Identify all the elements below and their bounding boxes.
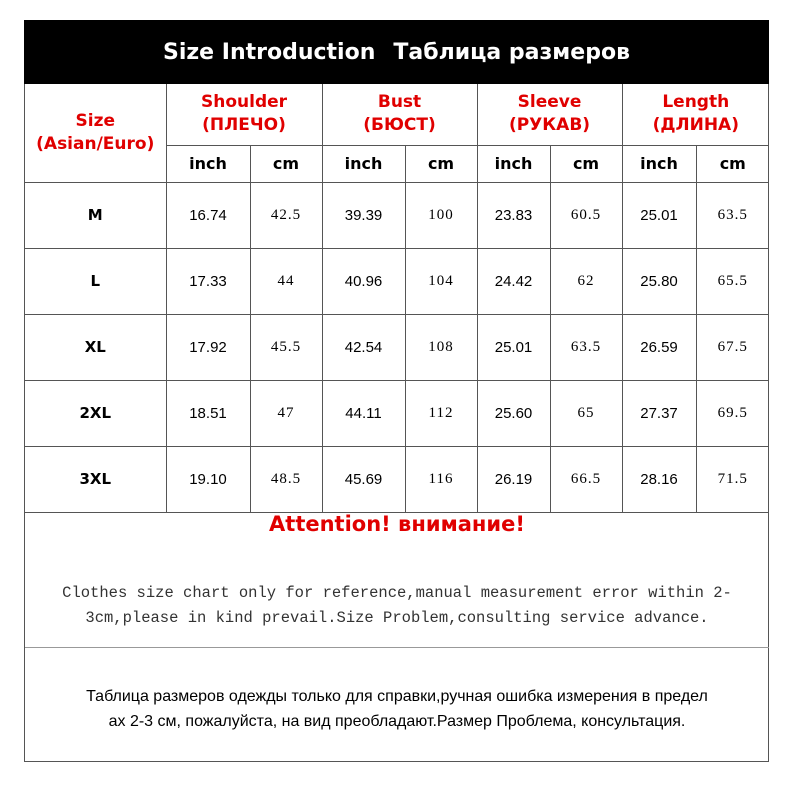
shoulder-inch: 18.51 — [166, 380, 250, 446]
table-row — [25, 314, 769, 380]
shoulder-label-ru: (ПЛЕЧО) — [202, 115, 286, 136]
shoulder-inch: 16.74 — [166, 182, 250, 248]
length-cm: 67.5 — [696, 314, 769, 380]
size-label: L — [25, 248, 166, 314]
length-cm: 63.5 — [696, 182, 769, 248]
unit-inch: inch — [166, 145, 250, 182]
size-label: XL — [25, 314, 166, 380]
sleeve-cm: 62 — [550, 248, 622, 314]
sleeve-label-ru: (РУКАВ) — [508, 115, 591, 136]
length-inch: 25.80 — [622, 248, 696, 314]
shoulder-label: Shoulder — [200, 92, 288, 113]
sleeve-inch: 26.19 — [477, 446, 550, 512]
shoulder-inch: 17.92 — [166, 314, 250, 380]
sleeve-header — [477, 84, 622, 145]
unit-cm: cm — [405, 145, 477, 182]
bust-label-ru: (БЮСТ) — [363, 115, 436, 136]
title-en: Size Introduction — [162, 39, 376, 65]
bust-inch: 40.96 — [322, 248, 405, 314]
english-note — [25, 581, 769, 631]
title-ru: Таблица размеров — [393, 39, 630, 65]
unit-cm: cm — [550, 145, 622, 182]
sleeve-cm: 63.5 — [550, 314, 622, 380]
english-note-line2: 3cm,please in kind prevail.Size Problem,consulting service advance. — [85, 609, 709, 627]
bust-inch: 39.39 — [322, 182, 405, 248]
size-header-line1: Size — [75, 110, 115, 131]
length-cm: 65.5 — [696, 248, 769, 314]
sleeve-inch: 25.01 — [477, 314, 550, 380]
table-row — [25, 182, 769, 248]
shoulder-inch: 17.33 — [166, 248, 250, 314]
shoulder-cm: 47 — [250, 380, 322, 446]
size-label: 3XL — [25, 446, 166, 512]
bust-cm: 104 — [405, 248, 477, 314]
bust-cm: 112 — [405, 380, 477, 446]
size-header-line2: (Asian/Euro) — [36, 133, 155, 154]
russian-note — [25, 684, 769, 734]
bust-cm: 116 — [405, 446, 477, 512]
shoulder-cm: 42.5 — [250, 182, 322, 248]
unit-inch: inch — [477, 145, 550, 182]
english-note-line1: Clothes size chart only for reference,manual measurement error within 2- — [62, 584, 732, 602]
bust-cm: 100 — [405, 182, 477, 248]
russian-note-line2: ах 2-3 см, пожалуйста, на вид преобладают.Размер Проблема, консультация. — [108, 713, 686, 730]
length-header — [622, 84, 769, 145]
sleeve-cm: 66.5 — [550, 446, 622, 512]
unit-cm: cm — [696, 145, 769, 182]
title-bar — [24, 20, 769, 84]
shoulder-cm: 45.5 — [250, 314, 322, 380]
size-table — [25, 84, 769, 513]
shoulder-cm: 44 — [250, 248, 322, 314]
sleeve-inch: 25.60 — [477, 380, 550, 446]
shoulder-cm: 48.5 — [250, 446, 322, 512]
shoulder-inch: 19.10 — [166, 446, 250, 512]
divider — [25, 647, 769, 648]
size-column-header — [25, 84, 166, 182]
size-label: M — [25, 182, 166, 248]
bust-cm: 108 — [405, 314, 477, 380]
russian-note-line1: Таблица размеров одежды только для справки,ручная ошибка измерения в предел — [86, 688, 708, 705]
sleeve-inch: 24.42 — [477, 248, 550, 314]
shoulder-header — [166, 84, 322, 145]
bust-inch: 42.54 — [322, 314, 405, 380]
sleeve-inch: 23.83 — [477, 182, 550, 248]
unit-cm: cm — [250, 145, 322, 182]
length-inch: 26.59 — [622, 314, 696, 380]
table-row — [25, 380, 769, 446]
table-row — [25, 446, 769, 512]
unit-inch: inch — [622, 145, 696, 182]
sleeve-label: Sleeve — [517, 92, 582, 113]
length-label-ru: (ДЛИНА) — [652, 115, 739, 136]
unit-inch: inch — [322, 145, 405, 182]
length-inch: 27.37 — [622, 380, 696, 446]
table-row — [25, 248, 769, 314]
bust-inch: 44.11 — [322, 380, 405, 446]
bust-header — [322, 84, 477, 145]
length-label: Length — [662, 92, 730, 113]
bust-label: Bust — [377, 92, 422, 113]
size-label: 2XL — [25, 380, 166, 446]
length-inch: 28.16 — [622, 446, 696, 512]
sleeve-cm: 60.5 — [550, 182, 622, 248]
length-cm: 69.5 — [696, 380, 769, 446]
sleeve-cm: 65 — [550, 380, 622, 446]
length-cm: 71.5 — [696, 446, 769, 512]
length-inch: 25.01 — [622, 182, 696, 248]
bust-inch: 45.69 — [322, 446, 405, 512]
size-chart-sheet — [24, 84, 769, 762]
attention-heading: Attention! внимание! — [269, 512, 525, 536]
